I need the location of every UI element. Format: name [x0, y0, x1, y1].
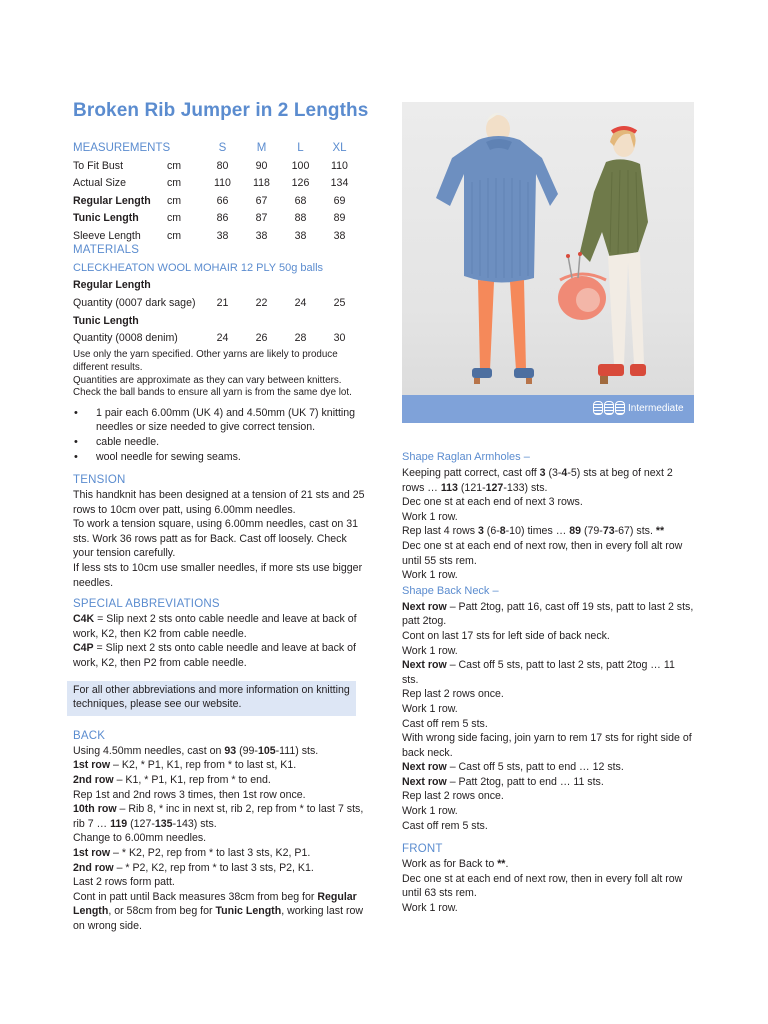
row-unit: cm: [167, 159, 182, 172]
instruction-line: Change to 6.00mm needles.: [73, 832, 207, 845]
table-row: [73, 295, 359, 313]
regular-length-label: Regular Length: [73, 279, 151, 292]
size-header: L: [297, 142, 304, 155]
table-cell: 67: [255, 194, 268, 207]
list-item: • cable needle.: [73, 435, 365, 450]
table-cell: 24: [216, 332, 229, 345]
raglan-heading: Shape Raglan Armholes –: [402, 451, 530, 463]
table-cell: 38: [294, 229, 307, 242]
back-neck-instructions: [402, 600, 694, 834]
row-label: Sleeve Length: [73, 229, 141, 242]
skill-level-label: Intermediate: [628, 403, 684, 414]
abbreviation-text: = Slip next 2 sts onto cable needle and leave at back of work, K2, then P2 from cable needle.: [73, 642, 356, 670]
tension-line: If less sts to 10cm use smaller needles, if more sts use bigger needles.: [73, 562, 363, 589]
instruction-line: Rep 1st and 2nd rows 3 times, then 1st row once.: [73, 788, 306, 801]
table-cell: 100: [291, 159, 310, 172]
row-unit: cm: [167, 212, 182, 225]
row-label: Quantity (0007 dark sage): [73, 297, 196, 310]
table-cell: 66: [216, 194, 229, 207]
back-heading: BACK: [73, 729, 106, 742]
table-row: [73, 330, 359, 348]
instruction-line: Cont in patt until Back measures 38cm from beg for Regular Length, or 58cm from beg for Tunic Length, working last row on wrong side.: [73, 890, 364, 932]
abbreviations-list: [73, 612, 365, 670]
tension-text: [73, 488, 365, 590]
instruction-line: Cont on last 17 sts for left side of back neck.: [402, 629, 610, 642]
row-unit: cm: [167, 194, 182, 207]
instruction-line: Dec one st at each end of next 3 rows.: [402, 496, 583, 509]
table-cell: 88: [294, 212, 307, 225]
instruction-line: Work 1 row.: [402, 644, 458, 657]
table-cell: 38: [216, 229, 229, 242]
row-label: To Fit Bust: [73, 159, 124, 172]
instruction-line: Work as for Back to **.: [402, 858, 509, 871]
measurements-table: [73, 140, 359, 245]
table-cell: 89: [333, 212, 346, 225]
right-column: [402, 449, 694, 916]
abbreviation-term: C4P: [73, 642, 94, 655]
back-neck-heading: Shape Back Neck –: [402, 584, 499, 597]
row-label: Actual Size: [73, 177, 126, 190]
table-row: [73, 210, 359, 228]
instruction-line: Dec one st at each end of next row, then in every foll alt row until 55 sts rem.: [402, 539, 683, 567]
website-note-text: For all other abbreviations and more information on knitting techniques, please see our website.: [73, 683, 350, 711]
instruction-line: Rep last 2 rows once.: [402, 790, 504, 803]
instruction-line: 10th row – Rib 8, * inc in next st, rib 2, rep from * to last 7 sts, rib 7 … 119 (127-135-143) sts.: [73, 803, 364, 830]
instruction-line: Work 1 row.: [402, 510, 458, 523]
tension-line: This handknit has been designed at a tension of 21 sts and 25 rows to 10cm over patt, using 6.00mm needles.: [73, 489, 365, 516]
instruction-line: 1st row – K2, * P1, K1, rep from * to last st, K1.: [73, 759, 297, 772]
instruction-line: Work 1 row.: [402, 805, 458, 818]
instruction-line: 2nd row – * P2, K2, rep from * to last 3 sts, P2, K1.: [73, 861, 314, 874]
instruction-line: Work 1 row.: [402, 702, 458, 715]
front-heading: FRONT: [402, 843, 443, 856]
size-header: M: [256, 142, 267, 155]
instruction-line: Last 2 rows form patt.: [73, 876, 175, 889]
instruction-line: Work 1 row.: [402, 902, 458, 915]
table-cell: 118: [253, 177, 270, 190]
table-cell: 26: [255, 332, 268, 345]
measurements-heading: MEASUREMENTS: [73, 142, 171, 155]
list-item: • 1 pair each 6.00mm (UK 4) and 4.50mm (UK 7) knitting needles or size needed to give correct tension.: [73, 406, 365, 435]
row-label: Tunic Length: [73, 212, 139, 225]
table-row: [73, 312, 359, 330]
materials-heading: MATERIALS: [73, 243, 140, 256]
table-cell: 24: [294, 297, 307, 310]
instruction-line: Cast off rem 5 sts.: [402, 819, 488, 832]
yarn-notes: [73, 349, 359, 399]
row-unit: cm: [167, 229, 182, 242]
table-row: [73, 192, 359, 210]
table-row: [73, 175, 359, 193]
instruction-line: With wrong side facing, join yarn to rem 17 sts for right side of back neck.: [402, 732, 692, 759]
abbreviation-item: [73, 612, 365, 641]
table-cell: 110: [214, 177, 231, 190]
instruction-line: Rep last 2 rows once.: [402, 688, 504, 701]
table-cell: 69: [333, 194, 346, 207]
models-illustration: [402, 102, 694, 395]
model-photo: [402, 102, 694, 395]
website-note: [67, 681, 356, 716]
instruction-line: Rep last 4 rows 3 (6-8-10) times … 89 (79-73-67) sts. **: [402, 525, 665, 538]
skill-level-badge: [402, 395, 694, 423]
requirements-list: [73, 406, 365, 464]
abbreviations-heading: SPECIAL ABBREVIATIONS: [73, 598, 220, 611]
instruction-line: Using 4.50mm needles, cast on 93 (99-105-111) sts.: [73, 744, 319, 757]
instruction-line: Keeping patt correct, cast off 3 (3-4-5) sts at beg of next 2 rows … 113 (121-127-133) sts.: [402, 467, 673, 494]
instruction-line: 2nd row – K1, * P1, K1, rep from * to end.: [73, 774, 271, 786]
row-unit: cm: [167, 177, 182, 190]
table-cell: 38: [333, 229, 346, 242]
tension-line: To work a tension square, using 6.00mm needles, cast on 31 sts. Work 36 rows patt as for Back. Cast off loosely. Check your tension carefully.: [73, 518, 359, 560]
abbreviation-text: = Slip next 2 sts onto cable needle and leave at back of work, K2, then K2 from cable needle.: [73, 613, 357, 640]
instruction-line: Dec one st at each end of next row, then in every foll alt row until 63 sts rem.: [402, 872, 683, 900]
instruction-line: 1st row – * K2, P2, rep from * to last 3 sts, K2, P1.: [73, 846, 311, 859]
table-cell: 90: [255, 159, 268, 172]
table-row: [73, 157, 359, 175]
yarn-note: Quantities are approximate as they can vary between knitters.: [73, 374, 342, 386]
yarn-note: Use only the yarn specified. Other yarns are likely to produce different results.: [73, 349, 338, 373]
instruction-line: Next row – Patt 2tog, patt to end … 11 sts.: [402, 775, 604, 788]
table-cell: 22: [255, 297, 268, 310]
instruction-line: Work 1 row.: [402, 569, 458, 582]
instruction-line: Next row – Cast off 5 sts, patt to last 2 sts, patt 2tog … 11 sts.: [402, 659, 675, 686]
yarn-ball-icon: [593, 401, 625, 415]
list-item: • wool needle for sewing seams.: [73, 450, 365, 465]
row-label: Regular Length: [73, 194, 151, 207]
table-cell: 30: [333, 332, 346, 345]
table-cell: 80: [216, 159, 229, 172]
size-header: S: [218, 142, 227, 155]
yarn-heading: CLECKHEATON WOOL MOHAIR 12 PLY 50g balls: [73, 261, 324, 274]
front-instructions: [402, 857, 694, 915]
table-cell: 126: [291, 177, 310, 190]
table-cell: 21: [216, 297, 229, 310]
instruction-line: Next row – Cast off 5 sts, patt to end … 12 sts.: [402, 761, 624, 774]
table-cell: 110: [331, 159, 348, 172]
table-cell: 68: [294, 194, 307, 207]
instruction-line: Cast off rem 5 sts.: [402, 717, 488, 730]
tension-heading: TENSION: [73, 474, 126, 487]
table-cell: 134: [330, 177, 349, 190]
measurements-header-row: [73, 140, 359, 157]
table-row: [73, 277, 359, 295]
yarn-note: Check the ball bands to ensure all yarn is from the same dye lot.: [73, 387, 352, 399]
table-cell: 87: [255, 212, 268, 225]
quantities-table: [73, 277, 359, 347]
table-cell: 86: [216, 212, 229, 225]
page-title: Broken Rib Jumper in 2 Lengths: [73, 100, 369, 121]
table-cell: 28: [294, 332, 307, 345]
abbreviation-item: [73, 641, 365, 670]
row-label: Quantity (0008 denim): [73, 332, 178, 345]
tunic-length-label: Tunic Length: [73, 314, 139, 327]
back-instructions: [73, 744, 365, 934]
left-column: [73, 140, 365, 934]
table-cell: 38: [255, 229, 268, 242]
instruction-line: Next row – Patt 2tog, patt 16, cast off 19 sts, patt to last 2 sts, patt 2tog.: [402, 600, 694, 628]
size-header: XL: [332, 142, 347, 155]
raglan-instructions: [402, 466, 694, 583]
abbreviation-term: C4K: [73, 613, 95, 626]
table-cell: 25: [333, 297, 346, 310]
